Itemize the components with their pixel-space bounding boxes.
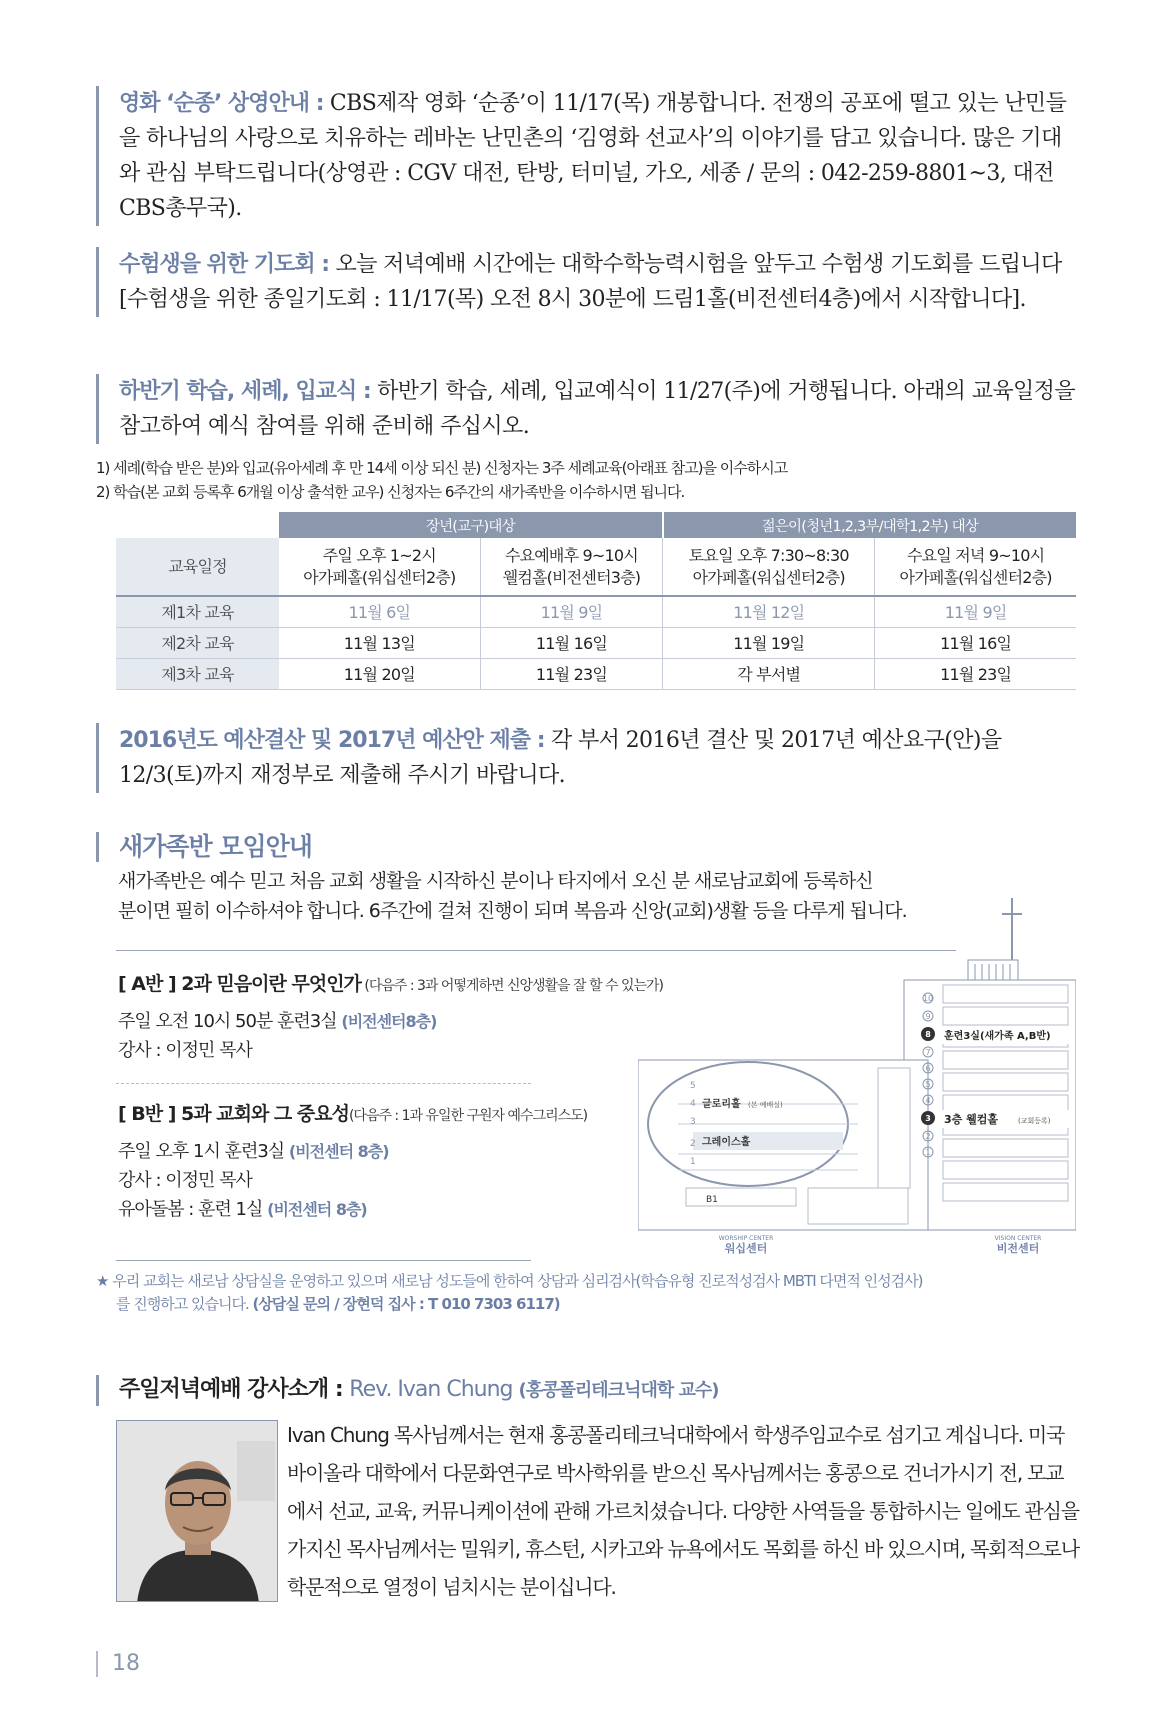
counseling-footnote xyxy=(96,1270,1086,1316)
notice-prayer xyxy=(96,247,1076,317)
class-b xyxy=(118,1100,587,1224)
class-a-teacher: 강사 : 이정민 목사 xyxy=(118,1040,252,1061)
map-right-floor: 2 xyxy=(925,1132,931,1141)
map-glory-hall: 글로리홀 xyxy=(702,1099,741,1110)
class-b-teacher: 강사 : 이정민 목사 xyxy=(118,1170,252,1191)
map-right-floor: 1 xyxy=(925,1148,931,1157)
map-floor3-note: (교회등록) xyxy=(1018,1117,1051,1125)
table-col-header: 수요예배후 9~10시 웰컴홀(비전센터3층) xyxy=(480,538,663,596)
church-cross-icon xyxy=(1002,898,1022,960)
speaker-photo xyxy=(116,1420,278,1602)
map-right-floor: 3 xyxy=(925,1114,931,1123)
table-col-header: 주일 오후 1~2시 아가페홀(워십센터2층) xyxy=(279,538,480,596)
class-b-time: 주일 오후 1시 훈련3실 xyxy=(118,1141,289,1162)
class-b-care-location: (비전센터 8층) xyxy=(267,1200,367,1219)
class-b-title: [ B반 ] 5과 교회와 그 중요성 xyxy=(118,1103,349,1125)
table-row xyxy=(116,627,1076,658)
map-vision-en: VISION CENTER xyxy=(994,1235,1042,1242)
map-left-floor: 4 xyxy=(690,1099,696,1109)
notice-baptism xyxy=(96,374,1076,444)
notice-prayer-heading: 수험생을 위한 기도회 : xyxy=(119,252,330,277)
map-left-floor: 5 xyxy=(690,1081,696,1091)
table-row-label: 제3차 교육 xyxy=(116,658,279,689)
footnote-line-2: 를 진행하고 있습니다. xyxy=(116,1295,253,1313)
speaker-portrait-icon xyxy=(117,1421,278,1602)
class-a-location: (비전센터8층) xyxy=(341,1012,437,1031)
map-worship-en: WORSHIP CENTER xyxy=(718,1235,774,1242)
map-grace-hall: 그레이스홀 xyxy=(702,1137,751,1148)
table-cell: 11월 16일 xyxy=(480,627,663,658)
map-worship-ko: 워십센터 xyxy=(724,1242,768,1254)
map-floor8-label: 훈련3실(새가족 A,B반) xyxy=(944,1031,1051,1042)
table-cell: 11월 19일 xyxy=(663,627,875,658)
table-cell: 11월 13일 xyxy=(279,627,480,658)
table-cell: 11월 6일 xyxy=(279,596,480,627)
table-col-header: 토요일 오후 7:30~8:30 아가페홀(워십센터2층) xyxy=(663,538,875,596)
notice-movie xyxy=(96,86,1076,226)
page-number: 18 xyxy=(96,1651,140,1677)
table-row xyxy=(116,596,1076,627)
baptism-note-1: 1) 세례(학습 받은 분)와 입교(유아세례 후 만 14세 이상 되신 분) 신청자는 3주 세례교육(아래표 참고)을 이수하시고 xyxy=(96,459,788,477)
baptism-notes xyxy=(96,456,1086,504)
notice-budget-heading: 2016년도 예산결산 및 2017년 예산안 제출 : xyxy=(119,728,545,753)
map-right-floor: 4 xyxy=(925,1096,931,1105)
map-left-floor: 2 xyxy=(690,1139,696,1149)
map-floor3-label: 3층 웰컴홀 xyxy=(944,1113,998,1126)
class-a-title: [ A반 ] 2과 믿음이란 무엇인가 xyxy=(118,973,361,995)
map-right-floor: 9 xyxy=(925,1012,931,1021)
table-group-youth: 젊은이(청년1,2,3부/대학1,2부) 대상 xyxy=(663,512,1076,538)
class-b-care: 유아돌봄 : 훈련 1실 xyxy=(118,1199,268,1220)
map-vision-ko: 비전센터 xyxy=(996,1242,1040,1254)
building-map xyxy=(638,898,1076,1254)
footnote-line-1: ★ 우리 교회는 새로남 상담실을 운영하고 있으며 새로남 성도들에 한하여 상담과 심리검사(학습유형 진로적성검사 MBTI 다면적 인성검사) xyxy=(96,1272,923,1290)
class-a-time: 주일 오전 10시 50분 훈련3실 xyxy=(118,1011,342,1032)
notice-baptism-body: 하반기 학습, 세례, 입교예식이 11/27(주)에 거행됩니다. 아래의 교육일정을 참고하여 예식 참여를 위해 준비해 주십시오. xyxy=(119,379,1075,439)
footnote-contact: (상담실 문의 / 장현덕 집사 : T 010 7303 6117) xyxy=(252,1295,560,1313)
baptism-note-2: 2) 학습(본 교회 등록후 6개월 이상 출석한 교우) 신청자는 6주간의 새가족반을 이수하시면 됩니다. xyxy=(96,483,685,501)
newfamily-title: 새가족반 모임안내 xyxy=(96,832,312,862)
table-cell: 11월 16일 xyxy=(875,627,1076,658)
notice-budget-body: 각 부서 2016년 결산 및 2017년 예산요구(안)을 12/3(토)까지 재정부로 제출해 주시기 바랍니다. xyxy=(119,728,1002,788)
table-cell: 11월 12일 xyxy=(663,596,875,627)
table-cell: 11월 23일 xyxy=(480,658,663,689)
map-right-floor: 10 xyxy=(922,994,934,1003)
table-cell: 11월 9일 xyxy=(480,596,663,627)
notice-budget xyxy=(96,723,1076,793)
table-group-adult: 장년(교구)대상 xyxy=(279,512,663,538)
divider xyxy=(116,1260,531,1261)
class-b-next: (다음주 : 1과 유일한 구원자 예수그리스도) xyxy=(348,1108,588,1124)
map-b1: B1 xyxy=(706,1195,718,1205)
speaker-name: Rev. Ivan Chung xyxy=(349,1377,519,1402)
newfamily-body: 새가족반은 예수 믿고 처음 교회 생활을 시작하신 분이나 타지에서 오신 분 새로남교회에 등록하신 분이면 필히 이수하셔야 합니다. 6주간에 걸쳐 진행이 되며 복음과 신앙(교회)생활 등을 다루게 됩니다. xyxy=(118,870,907,922)
table-cell: 각 부서별 xyxy=(663,658,875,689)
map-glory-note: (본 예배실) xyxy=(748,1101,783,1109)
table-col-header: 수요일 저녁 9~10시 아가페홀(워십센터2층) xyxy=(875,538,1076,596)
table-cell: 11월 20일 xyxy=(279,658,480,689)
table-row xyxy=(116,658,1076,689)
speaker-title xyxy=(96,1375,719,1406)
table-cell: 11월 23일 xyxy=(875,658,1076,689)
education-schedule-table xyxy=(116,512,1076,690)
speaker-bio: Ivan Chung 목사님께서는 현재 홍콩폴리테크닉대학에서 학생주임교수로 섬기고 계십니다. 미국 바이올라 대학에서 다문화연구로 박사학위를 받으신 목사님께서는 홍콩으로 건너가시기 전, 모교에서 선교, 교육, 커뮤니케이션에 관해 가르치셨습니다. 다양한 사역들을 통합하시는 일에도 관심을 가지신 목사님께서는 밀워키, 휴스턴, 시카고와 뉴욕에서도 목회를 하신 바 있으시며, 목회적으로나 학문적으로 열정이 넘치시는 분이십니다. xyxy=(287,1423,1079,1599)
map-right-floor: 7 xyxy=(925,1048,931,1057)
table-row-label: 제1차 교육 xyxy=(116,596,279,627)
table-row-label: 제2차 교육 xyxy=(116,627,279,658)
table-header-row xyxy=(116,538,1076,596)
notice-baptism-heading: 하반기 학습, 세례, 입교식 : xyxy=(119,379,371,404)
map-right-floor: 8 xyxy=(925,1030,931,1039)
speaker-affiliation: (홍콩폴리테크닉대학 교수) xyxy=(518,1380,719,1401)
table-row-header: 교육일정 xyxy=(116,538,279,596)
class-a xyxy=(118,970,663,1065)
notice-movie-body: CBS제작 영화 ‘순종’이 11/17(목) 개봉합니다. 전쟁의 공포에 떨고 있는 난민들을 하나님의 사랑으로 치유하는 레바논 난민촌의 ‘김영화 선교사’의 이야기를 담고 있습니다. 많은 기대와 관심 부탁드립니다(상영관 : CGV 대전, 탄방, 터미널, 가오, 세종 / 문의 : 042-259-8801~3, 대전CBS총무국). xyxy=(119,91,1067,221)
speaker-label: 주일저녁예배 강사소개 : xyxy=(119,1377,350,1402)
class-b-location: (비전센터 8층) xyxy=(288,1142,389,1161)
map-right-floor: 6 xyxy=(925,1064,931,1073)
notice-movie-heading: 영화 ‘순종’ 상영안내 : xyxy=(119,91,324,116)
class-a-next: (다음주 : 3과 어떻게하면 신앙생활을 잘 할 수 있는가) xyxy=(360,978,663,994)
notice-prayer-body: 오늘 저녁예배 시간에는 대학수학능력시험을 앞두고 수험생 기도회를 드립니다[수험생을 위한 종일기도회 : 11/17(목) 오전 8시 30분에 드림1홀(비전센터4층)에서 시작합니다]. xyxy=(119,252,1062,312)
table-cell: 11월 9일 xyxy=(875,596,1076,627)
divider xyxy=(116,1083,531,1084)
map-left-floor: 3 xyxy=(690,1117,696,1127)
map-left-floor: 1 xyxy=(690,1157,696,1167)
table-group-row xyxy=(116,512,1076,538)
map-right-floor: 5 xyxy=(925,1080,931,1089)
